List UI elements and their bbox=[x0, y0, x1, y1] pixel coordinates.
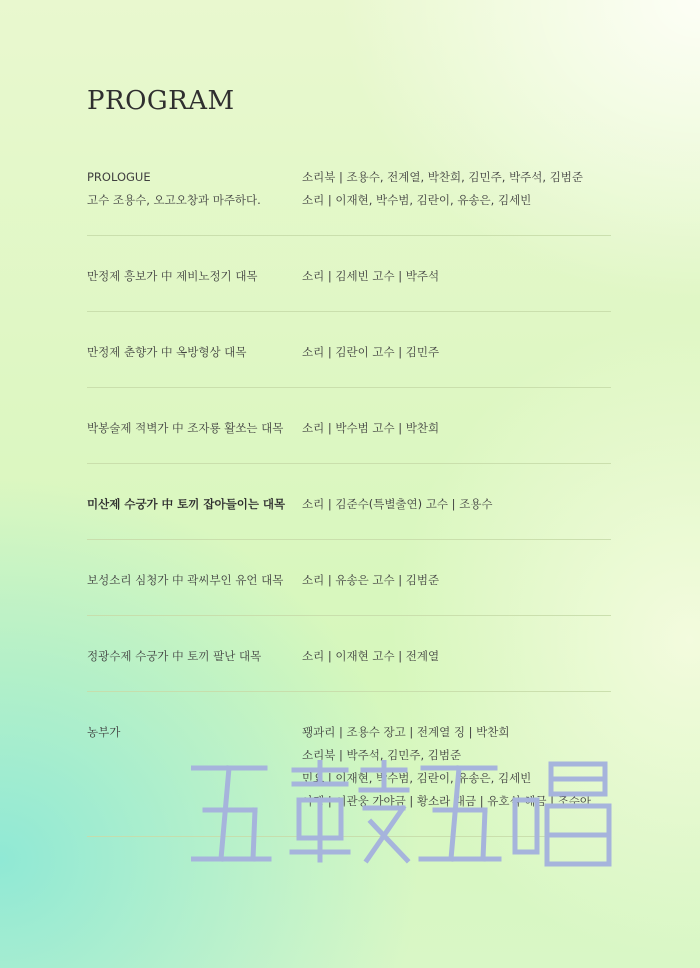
performer-line: 소리 | 박수범 고수 | 박찬희 bbox=[302, 421, 440, 435]
program-performers bbox=[302, 341, 611, 364]
program-row bbox=[87, 411, 611, 464]
piece-title-line: 만정제 춘향가 中 옥방형상 대목 bbox=[87, 345, 247, 359]
logo-char-o-2 bbox=[421, 768, 499, 859]
program-row bbox=[87, 487, 611, 540]
program-row bbox=[87, 639, 611, 692]
program-performers bbox=[302, 645, 611, 668]
program-piece bbox=[87, 265, 302, 288]
performer-line: 소리 | 이재현, 박수범, 김란이, 유송은, 김세빈 bbox=[302, 193, 532, 207]
program-piece bbox=[87, 645, 302, 668]
piece-title-line: 미산제 수궁가 中 토끼 잡아들이는 대목 bbox=[87, 497, 286, 511]
program-performers bbox=[302, 417, 611, 440]
page-title: PROGRAM bbox=[87, 86, 235, 116]
program-piece bbox=[87, 493, 302, 516]
program-performers bbox=[302, 166, 611, 212]
program-row bbox=[87, 563, 611, 616]
piece-title-line: 만정제 흥보가 中 제비노정기 대목 bbox=[87, 269, 258, 283]
program-piece bbox=[87, 166, 302, 212]
performer-line: 소리 | 김세빈 고수 | 박주석 bbox=[302, 269, 440, 283]
logo-char-o-1 bbox=[191, 768, 269, 859]
title-logo bbox=[191, 760, 621, 870]
program-performers bbox=[302, 493, 611, 516]
piece-title-line: 정광수제 수궁가 中 토끼 팔난 대목 bbox=[87, 649, 262, 663]
program-row bbox=[87, 160, 611, 236]
program-row bbox=[87, 335, 611, 388]
piece-title-line: 보성소리 심청가 中 곽씨부인 유언 대목 bbox=[87, 573, 284, 587]
program-list bbox=[87, 160, 611, 860]
performer-line: 꽹과리 | 조용수 장고 | 전계열 징 | 박찬희 bbox=[302, 725, 510, 739]
piece-title-line: PROLOGUE bbox=[87, 170, 151, 184]
performer-line: 소리 | 이재현 고수 | 전계열 bbox=[302, 649, 440, 663]
performer-line: 소리북 | 박주석, 김민주, 김범준 bbox=[302, 748, 462, 762]
performer-line: 소리 | 김준수(특별출연) 고수 | 조용수 bbox=[302, 497, 493, 511]
piece-title-line: 고수 조용수, 오고오창과 마주하다. bbox=[87, 193, 261, 207]
performer-line: 소리 | 유송은 고수 | 김범준 bbox=[302, 573, 440, 587]
program-piece bbox=[87, 341, 302, 364]
program-performers bbox=[302, 265, 611, 288]
program-piece bbox=[87, 417, 302, 440]
piece-title-line: 박봉술제 적벽가 中 조자룡 활쏘는 대목 bbox=[87, 421, 284, 435]
logo-char-chang bbox=[515, 764, 609, 864]
performer-line: 소리 | 김란이 고수 | 김민주 bbox=[302, 345, 440, 359]
performer-line: 아쟁 | 이관웅 가야금 | 황소라 대금 | 유호식 해금 | 조수아 bbox=[302, 794, 591, 808]
program-performers bbox=[302, 569, 611, 592]
program-row bbox=[87, 259, 611, 312]
piece-title-line: 농부가 bbox=[87, 725, 121, 739]
logo-char-go bbox=[292, 760, 407, 860]
performer-line: 소리북 | 조용수, 전계열, 박찬희, 김민주, 박주석, 김범준 bbox=[302, 170, 584, 184]
program-piece bbox=[87, 569, 302, 592]
performer-line: 민요 | 이재현, 박수범, 김란이, 유송은, 김세빈 bbox=[302, 771, 532, 785]
